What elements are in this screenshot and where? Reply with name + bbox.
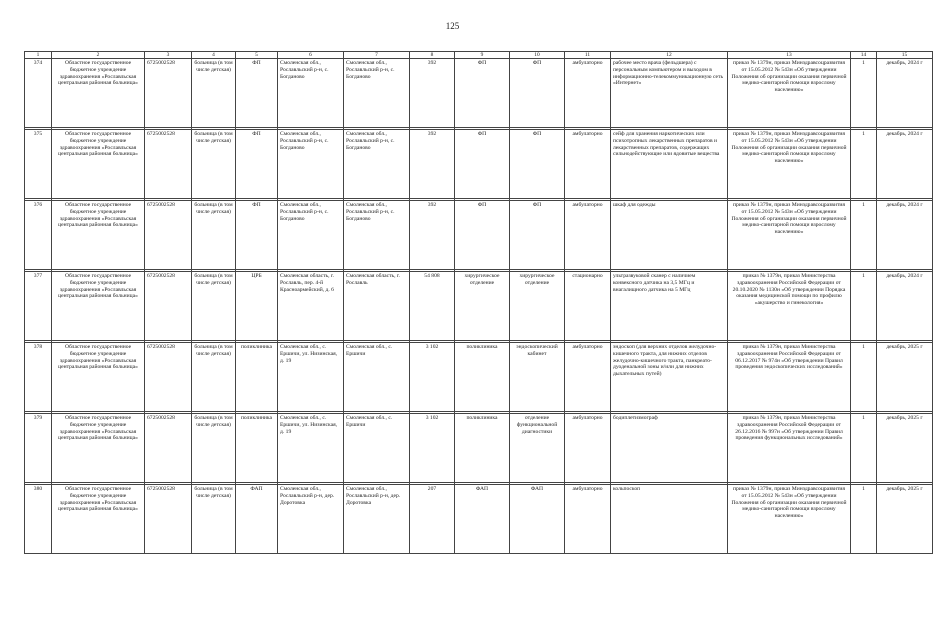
table-row	[25, 414, 933, 483]
table-row	[25, 343, 933, 412]
department-name: ФП	[455, 59, 510, 128]
care-condition: амбулаторно	[565, 414, 611, 483]
column-number: 11	[565, 52, 611, 59]
column-number: 5	[236, 52, 278, 59]
facility-type: больница (в том числе детская)	[192, 414, 236, 483]
row-number: 380	[25, 485, 52, 554]
unit-type: ФП	[236, 59, 278, 128]
table-row	[25, 272, 933, 341]
organization-name: Областное государственное бюджетное учреждение здравоохранения «Рославльская центральная районная больница»	[52, 414, 145, 483]
column-number: 1	[25, 52, 52, 59]
organization-name: Областное государственное бюджетное учреждение здравоохранения «Рославльская центральная районная больница»	[52, 130, 145, 199]
locality-address: Смоленская обл., с. Ершичи	[344, 343, 410, 412]
column-number: 2	[52, 52, 145, 59]
column-number: 7	[344, 52, 410, 59]
column-number: 12	[611, 52, 728, 59]
facility-type: больница (в том числе детская)	[192, 272, 236, 341]
locality-address: Смоленская обл., с. Ершичи	[344, 414, 410, 483]
inn-code: 6725002528	[145, 485, 192, 554]
inn-code: 6725002528	[145, 130, 192, 199]
locality-address: Смоленская обл., Рославльский р-н, дер. Доротовка	[344, 485, 410, 554]
delivery-date: декабрь, 2025 г	[877, 343, 933, 412]
row-number: 376	[25, 201, 52, 270]
organization-name: Областное государственное бюджетное учреждение здравоохранения «Рославльская центральная районная больница»	[52, 59, 145, 128]
regulation-order: приказ № 1379н, приказ Минздравсоцразвития от 15.05.2012 № 543н «Об утверждении Положения об организации оказания первичной медико-санитарной помощи взрослому населению»	[728, 201, 851, 270]
column-number: 13	[728, 52, 851, 59]
table-row	[25, 130, 933, 199]
subdivision-name: эндоскопический кабинет	[510, 343, 565, 412]
column-number: 10	[510, 52, 565, 59]
service-population: 392	[410, 201, 455, 270]
delivery-date: декабрь, 2025 г	[877, 414, 933, 483]
page-number: 125	[445, 21, 460, 31]
subdivision-name: ФП	[510, 201, 565, 270]
organization-name: Областное государственное бюджетное учреждение здравоохранения «Рославльская центральная районная больница»	[52, 272, 145, 341]
facility-type: больница (в том числе детская)	[192, 201, 236, 270]
delivery-date: декабрь, 2024 г	[877, 201, 933, 270]
equipment-name: бодиплетизмограф	[611, 414, 728, 483]
row-number: 377	[25, 272, 52, 341]
subdivision-name: ФП	[510, 59, 565, 128]
inn-code: 6725002528	[145, 201, 192, 270]
equipment-name: эндоскоп (для верхних отделов желудочно-кишечного тракта, для нижних отделов желудочно-кишечного тракта, панкреато-дуоденальной зоны и/или для нижних дыхательных путей)	[611, 343, 728, 412]
column-number: 4	[192, 52, 236, 59]
service-population: 392	[410, 130, 455, 199]
subdivision-name: хирургическое отделение	[510, 272, 565, 341]
table-row	[25, 485, 933, 554]
unit-type: ФП	[236, 201, 278, 270]
quantity: 1	[851, 343, 877, 412]
locality-address: Смоленская обл., Рославльский р-н, с. Богданово	[344, 59, 410, 128]
row-number: 378	[25, 343, 52, 412]
subdivision-name: отделение функциональной диагностики	[510, 414, 565, 483]
unit-type: ЦРБ	[236, 272, 278, 341]
facility-address: Смоленская обл., Рославльский р-н, с. Богданово	[278, 201, 344, 270]
care-condition: стационарно	[565, 272, 611, 341]
service-population: 54 808	[410, 272, 455, 341]
unit-type: ФАП	[236, 485, 278, 554]
department-name: поликлиника	[455, 343, 510, 412]
regulation-order: приказ № 1379н, приказ Министерства здравоохранения Российской Федерации от 20.10.2020 № 1130н «Об утверждении Порядка оказания медицинской помощи по профилю «акушерство и гинекология»	[728, 272, 851, 341]
delivery-date: декабрь, 2025 г	[877, 485, 933, 554]
table-row	[25, 59, 933, 128]
organization-name: Областное государственное бюджетное учреждение здравоохранения «Рославльская центральная районная больница»	[52, 201, 145, 270]
equipment-name: кольпоскоп	[611, 485, 728, 554]
facility-type: больница (в том числе детская)	[192, 130, 236, 199]
department-name: ФП	[455, 201, 510, 270]
regulation-order: приказ № 1379н, приказ Минздравсоцразвития от 15.05.2012 № 543н «Об утверждении Положения об организации оказания первичной медико-санитарной помощи взрослому населению»	[728, 130, 851, 199]
facility-address: Смоленская область, г. Рославль, пер. 4-й Красноармейский, д. 6	[278, 272, 344, 341]
service-population: 392	[410, 59, 455, 128]
facility-type: больница (в том числе детская)	[192, 59, 236, 128]
column-number: 9	[455, 52, 510, 59]
department-name: поликлиника	[455, 414, 510, 483]
column-number: 3	[145, 52, 192, 59]
delivery-date: декабрь, 2024 г	[877, 130, 933, 199]
quantity: 1	[851, 485, 877, 554]
facility-type: больница (в том числе детская)	[192, 485, 236, 554]
regulation-order: приказ № 1379н, приказ Министерства здравоохранения Российской Федерации от 06.12.2017 № 974н «Об утверждении Правил проведения эндоскопических исследований»	[728, 343, 851, 412]
department-name: хирургическое отделение	[455, 272, 510, 341]
table-row	[25, 201, 933, 270]
regulation-order: приказ № 1379н, приказ Минздравсоцразвития от 15.05.2012 № 543н «Об утверждении Положения об организации оказания первичной медико-санитарной помощи взрослому населению»	[728, 485, 851, 554]
inn-code: 6725002528	[145, 414, 192, 483]
row-number: 374	[25, 59, 52, 128]
column-number-row	[25, 52, 933, 59]
organization-name: Областное государственное бюджетное учреждение здравоохранения «Рославльская центральная районная больница»	[52, 343, 145, 412]
unit-type: поликлиника	[236, 343, 278, 412]
inn-code: 6725002528	[145, 343, 192, 412]
service-population: 207	[410, 485, 455, 554]
facility-address: Смоленская обл., Рославльский р-н, дер. Доротовка	[278, 485, 344, 554]
column-number: 14	[851, 52, 877, 59]
facility-address: Смоленская обл., Рославльский р-н, с. Богданово	[278, 59, 344, 128]
facility-address: Смоленская обл., с. Ершичи, ул. Низинская, д. 19	[278, 414, 344, 483]
delivery-date: декабрь, 2024 г	[877, 59, 933, 128]
column-number: 8	[410, 52, 455, 59]
unit-type: поликлиника	[236, 414, 278, 483]
care-condition: амбулаторно	[565, 201, 611, 270]
equipment-name: сейф для хранения наркотических или психотропных лекарственных препаратов и лекарственных препаратов, содержащих сильнодействующие или ядовитые вещества	[611, 130, 728, 199]
column-number: 6	[278, 52, 344, 59]
column-number: 15	[877, 52, 933, 59]
unit-type: ФП	[236, 130, 278, 199]
regulation-order: приказ № 1379н, приказ Минздравсоцразвития от 15.05.2012 № 543н «Об утверждении Положения об организации оказания первичной медико-санитарной помощи взрослому населению»	[728, 59, 851, 128]
department-name: ФАП	[455, 485, 510, 554]
equipment-name: шкаф для одежды	[611, 201, 728, 270]
care-condition: амбулаторно	[565, 59, 611, 128]
row-number: 375	[25, 130, 52, 199]
quantity: 1	[851, 272, 877, 341]
care-condition: амбулаторно	[565, 130, 611, 199]
subdivision-name: ФП	[510, 130, 565, 199]
inn-code: 6725002528	[145, 272, 192, 341]
equipment-name: ультразвуковой сканер с наличием конвексного датчика на 3,5 МГц и внагалищного датчика на 5 МГц	[611, 272, 728, 341]
quantity: 1	[851, 59, 877, 128]
locality-address: Смоленская обл., Рославльский р-н, с. Богданово	[344, 201, 410, 270]
register-table	[24, 51, 933, 554]
equipment-name: рабочее место врача (фельдшера) с персональным компьютером и выходом в информационно-телекоммуникационную сеть «Интернет»	[611, 59, 728, 128]
organization-name: Областное государственное бюджетное учреждение здравоохранения «Рославльская центральная районная больница»	[52, 485, 145, 554]
delivery-date: декабрь, 2024 г	[877, 272, 933, 341]
service-population: 3 102	[410, 343, 455, 412]
quantity: 1	[851, 201, 877, 270]
subdivision-name: ФАП	[510, 485, 565, 554]
service-population: 3 102	[410, 414, 455, 483]
row-number: 379	[25, 414, 52, 483]
facility-type: больница (в том числе детская)	[192, 343, 236, 412]
department-name: ФП	[455, 130, 510, 199]
quantity: 1	[851, 414, 877, 483]
inn-code: 6725002528	[145, 59, 192, 128]
facility-address: Смоленская обл., Рославльский р-н, с. Богданово	[278, 130, 344, 199]
locality-address: Смоленская обл., Рославльский р-н, с. Богданово	[344, 130, 410, 199]
care-condition: амбулаторно	[565, 485, 611, 554]
regulation-order: приказ № 1379н, приказ Министерства здравоохранения Российской Федерации от 26.12.2016 № 997н «Об утверждении Правил проведения функциональных исследований»	[728, 414, 851, 483]
care-condition: амбулаторно	[565, 343, 611, 412]
quantity: 1	[851, 130, 877, 199]
facility-address: Смоленская обл., с. Ершичи, ул. Низинская, д. 19	[278, 343, 344, 412]
locality-address: Смоленская область, г. Рославль	[344, 272, 410, 341]
